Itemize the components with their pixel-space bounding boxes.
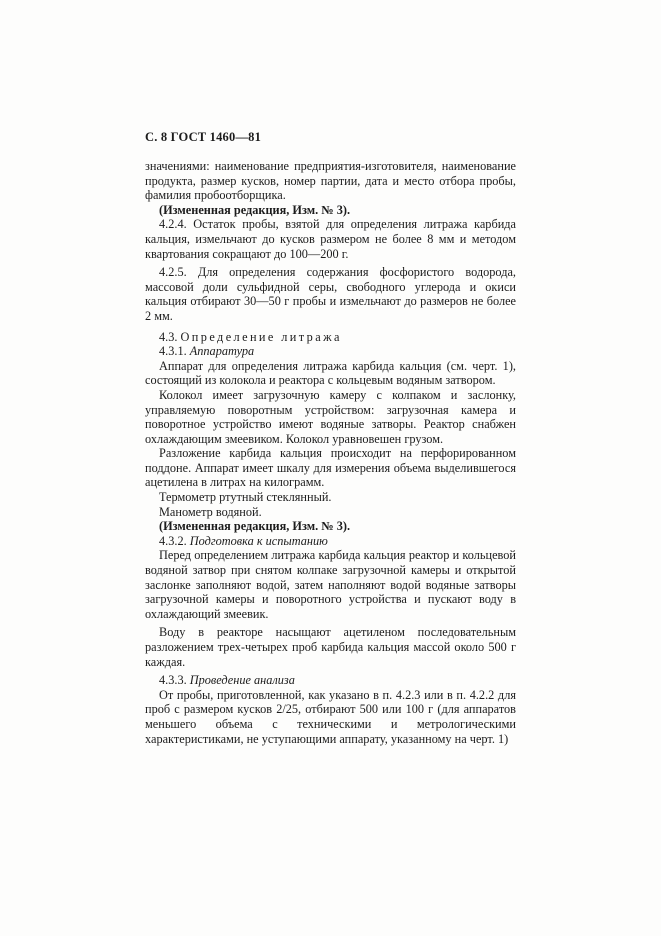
amendment-note: (Измененная редакция, Изм. № 3). xyxy=(159,202,351,217)
section-title: Определение литража xyxy=(180,329,342,344)
subsection-number: 4.3.2. xyxy=(159,533,187,548)
section-4-3-heading xyxy=(145,330,516,345)
subsection-title: Аппаратура xyxy=(189,344,255,359)
paragraph-thermometer: Термометр ртутный стеклянный. xyxy=(159,490,332,505)
paragraph-decomposition: Разложение карбида кальция происходит на перфорированном поддоне. Аппарат имеет шкалу для измерения объема выделившегося ацетилена в литрах на килограмм. xyxy=(145,446,516,490)
paragraph-manometer: Манометр водяной. xyxy=(159,504,262,519)
body-text xyxy=(145,159,516,746)
section-number: 4.3. xyxy=(159,329,178,344)
subsection-4-3-1-heading xyxy=(145,344,516,359)
clause-4-2-5: 4.2.5. Для определения содержания фосфористого водорода, массовой доли сульфидной серы, свободного углерода и окиси кальция отбирают 30—50 г пробы и измельчают до размеров не более 2 мм. xyxy=(145,265,516,323)
clause-4-2-4: 4.2.4. Остаток пробы, взятой для определения литража карбида кальция, измельчают до кусков размером не более 8 мм и методом квартования сокращают до 100—200 г. xyxy=(145,217,516,261)
paragraph-labeling-continuation: значениями: наименование предприятия-изготовителя, наименование продукта, размер кусков, номер партии, дата и место отбора пробы, фамилия пробоотборщика. xyxy=(145,159,516,203)
subsection-4-3-2-heading xyxy=(145,534,516,549)
amendment-note-2: (Измененная редакция, Изм. № 3). xyxy=(159,519,351,534)
paragraph-analysis: От пробы, приготовленной, как указано в п. 4.2.3 или в п. 4.2.2 для проб с размером кусков 2/25, отбирают 500 или 100 г (для аппаратов меньшего объема с техническими и метрологическими характеристиками, не уступающими аппарату, указанному на черт. 1) xyxy=(145,687,516,746)
subsection-number: 4.3.3. xyxy=(159,673,187,688)
paragraph-apparatus: Аппарат для определения литража карбида кальция (см. черт. 1), состоящий из колокола и реактора с кольцевым водяным затвором. xyxy=(145,358,516,388)
subsection-title: Проведение анализа xyxy=(189,673,295,688)
paragraph-saturation: Воду в реакторе насыщают ацетиленом последовательным разложением трех-четырех проб карбида кальция массой около 500 г каждая. xyxy=(145,625,516,669)
paragraph-bell: Колокол имеет загрузочную камеру с колпаком и заслонку, управляемую поворотным устройством: загрузочная камера и поворотное устройство имеют водяные затворы. Реактор снабжен охлаждающим змеевиком. Колокол уравновешен грузом. xyxy=(145,387,516,446)
subsection-number: 4.3.1. xyxy=(159,344,187,359)
paragraph-preparation: Перед определением литража карбида кальция реактор и кольцевой водяной затвор при снятом колпаке загрузочной камеры и открытой заслонке заполняют водой, затем наполняют водой водяные затворы загрузочной камеры и поворотного устройства и пускают воду в охлаждающий змеевик. xyxy=(145,548,516,621)
page-header: С. 8 ГОСТ 1460—81 xyxy=(145,130,262,144)
subsection-title: Подготовка к испытанию xyxy=(189,533,328,548)
subsection-4-3-3-heading xyxy=(145,673,516,688)
